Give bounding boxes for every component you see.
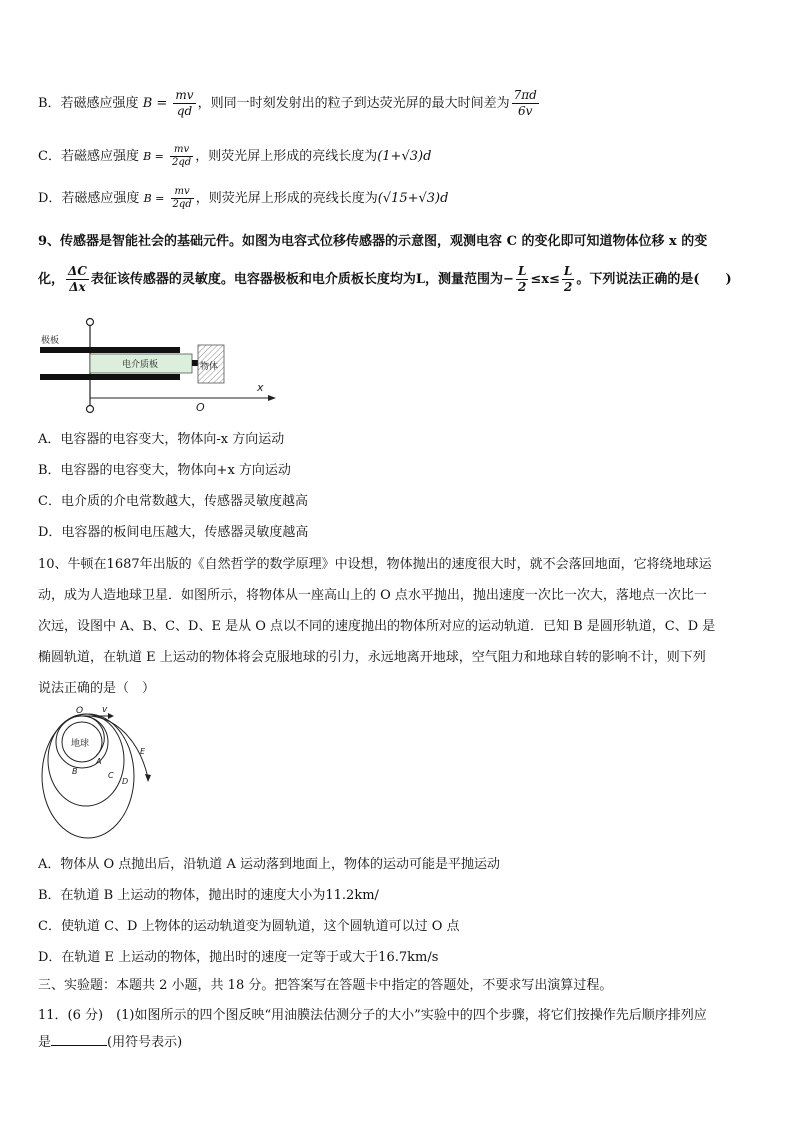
orbit-e-label: E (140, 747, 146, 756)
option-b: B．若磁感应强度 B = $\frac{mv}{qd}$ ，则同一时刻发射出的粒子到达荧光屏的最大时间差为 $\frac{7\pi d}{6v}$ (38, 88, 537, 118)
q10-option-b: B．在轨道 B 上运动的物体，抛出时的速度大小为11.2km/ (38, 888, 379, 903)
fraction-mv-2qd: $\frac{mv}{2qd}$ (172, 186, 192, 210)
q9-line-2: 化， $\frac{\Delta C}{\Delta x}$ 表征该传感器的灵敏度。电容器极板和电介质板长度均为L，测量范围为− $\frac{L}{2}$ ≤x≤ $\frac{L}{2}$ 。下列说法正确的是( ) (38, 264, 732, 294)
q11-line-1: 11．(6 分) (1)如图所示的四个图反映“用油膜法估测分子的大小”实验中的四个步骤，将它们按操作先后顺序排列应 (38, 1008, 707, 1023)
earth-label: 地球 (71, 739, 90, 749)
q10-line-2: 动，成为人造地球卫星．如图所示，将物体从一座高山上的 O 点水平抛出，抛出速度一次比一次大，落地点一次比一 (38, 588, 707, 603)
fraction-mv-qd: $\frac{mv}{qd}$ (175, 88, 194, 118)
q10-line-3: 次远，设图中 A、B、C、D、E 是从 O 点以不同的速度抛出的物体所对应的运动轨道．已知 B 是圆形轨道，C、D 是 (38, 619, 716, 634)
object-label: 物体 (200, 362, 219, 372)
dielectric-label: 电介质板 (122, 360, 159, 370)
option-c: C．若磁感应强度 B = $\frac{mv}{2qd}$ ，则荧光屏上形成的亮线长度为(1+√3)d (38, 144, 432, 168)
orbit-e-arrow (145, 774, 151, 782)
point-o-label: O (76, 706, 84, 716)
answer-blank[interactable] (51, 1033, 107, 1046)
q9-option-b: B．电容器的电容变大，物体向+x 方向运动 (38, 463, 291, 478)
q9-line-1: 9、传感器是智能社会的基础元件。如图为电容式位移传感器的示意图，观测电容 C 的变化即可知道物体位移 x 的变 (38, 234, 708, 249)
q10-line-4: 椭圆轨道，在轨道 E 上运动的物体将会克服地球的引力，永远地离开地球，空气阻力和地球自转的影响不计，则下列 (38, 650, 706, 665)
terminal-bottom (87, 406, 94, 413)
q11-line-2: 是 (用符号表示) (38, 1035, 183, 1050)
orbit-d-label: D (122, 777, 129, 786)
orbit-c-label: C (108, 771, 114, 780)
orbit-figure (36, 702, 166, 840)
q10-line-5: 说法正确的是（ ） (38, 681, 156, 696)
orbit-b-label: B (72, 767, 78, 776)
option-d: D．若磁感应强度 B = $\frac{mv}{2qd}$ ，则荧光屏上形成的亮线长度为(√15+√3)d (38, 186, 449, 210)
orbit-a-label: A (96, 757, 102, 766)
velocity-arrowhead (108, 713, 114, 719)
fraction-l-2-left: $\frac{L}{2}$ (517, 264, 527, 294)
section-3-heading: 三、实验题：本题共 2 小题，共 18 分。把答案写在答题卡中指定的答题处，不要求写出演算过程。 (38, 978, 613, 993)
x-axis-arrow (268, 395, 276, 401)
velocity-label: v (102, 705, 108, 715)
fraction-7pid-6v: $\frac{7\pi d}{6v}$ (513, 88, 537, 118)
q9-option-a: A．电容器的电容变大，物体向-x 方向运动 (38, 432, 285, 447)
x-axis-label: x (257, 381, 264, 394)
capacitor-sensor-figure (38, 315, 278, 415)
top-plate (40, 347, 180, 353)
q9-option-c: C．电介质的介电常数越大，传感器灵敏度越高 (38, 494, 308, 509)
q10-line-1: 10、牛顿在1687年出版的《自然哲学的数学原理》中设想，物体抛出的速度很大时，就不会落回地面，它将绕地球运 (38, 557, 712, 572)
fraction-l-2-right: $\frac{L}{2}$ (563, 264, 573, 294)
q10-option-d: D．在轨道 E 上运动的物体，抛出时的速度一定等于或大于16.7km/s (38, 950, 439, 965)
connector (192, 360, 198, 366)
plate-label: 极板 (41, 336, 60, 346)
fraction-mv-2qd: $\frac{mv}{2qd}$ (172, 144, 192, 168)
bottom-plate (40, 374, 180, 380)
q10-option-a: A．物体从 O 点抛出后，沿轨道 A 运动落到地面上，物体的运动可能是平抛运动 (38, 857, 500, 872)
q10-option-c: C．使轨道 C、D 上物体的运动轨道变为圆轨道，这个圆轨道可以过 O 点 (38, 919, 460, 934)
origin-label: O (196, 401, 205, 414)
fraction-dc-dx: $\frac{\Delta C}{\Delta x}$ (68, 264, 87, 294)
q9-option-d: D．电容器的板间电压越大，传感器灵敏度越高 (38, 525, 309, 540)
terminal-top (87, 319, 94, 326)
